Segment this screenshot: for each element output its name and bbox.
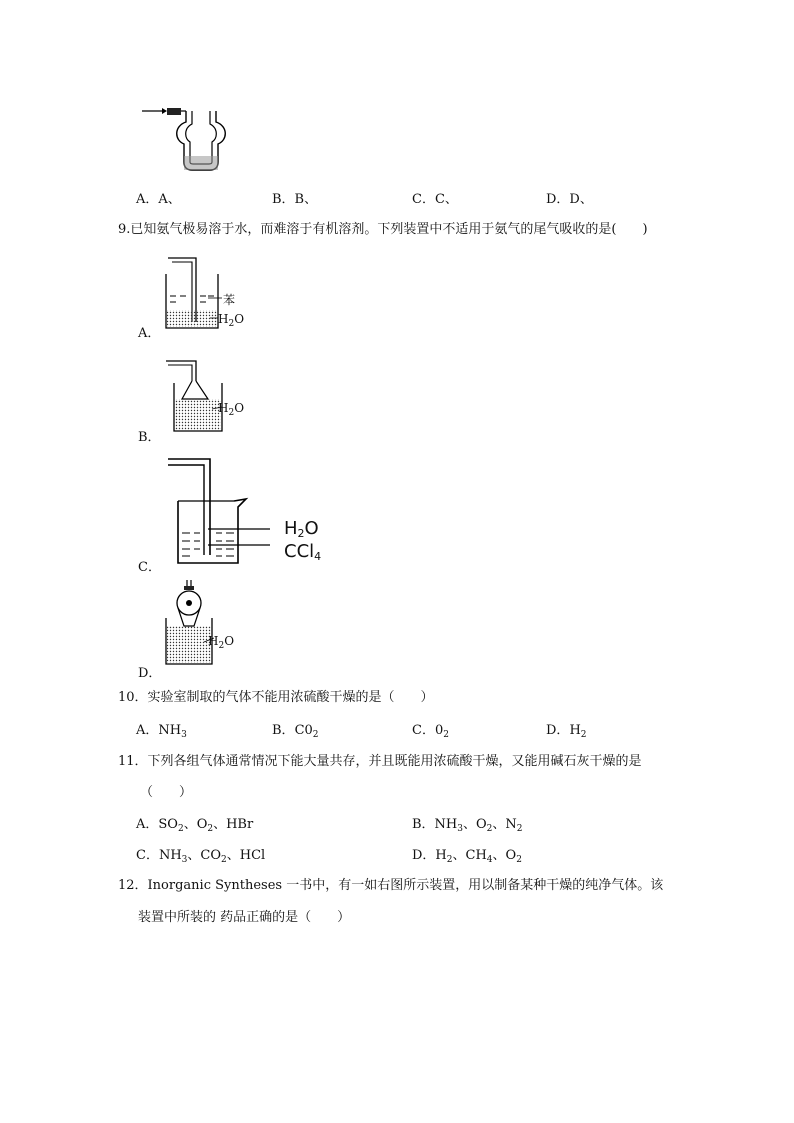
q11-option-d[interactable]: D．$H_2$、$CH_4$、$O_2$ [412, 848, 522, 865]
q9-option-d[interactable]: D． [138, 666, 162, 681]
q9-stem: 9.已知氨气极易溶于水，而难溶于有机溶剂。下列装置中不适用于氨气的尾气吸收的是( ) [118, 222, 648, 237]
fig-c-water-label: $H_2O$ [284, 518, 319, 540]
q8-option-c[interactable]: C．C、 [412, 192, 458, 207]
q12-stem-line2: 装置中所装的 药品正确的是（ ） [138, 910, 351, 925]
q11-option-a[interactable]: A．$SO_2$、$O_2$、HBr [136, 817, 254, 834]
q10-option-b[interactable]: B．$C0_2$ [272, 723, 319, 740]
q11-option-b[interactable]: B．$NH_3$、$O_2$、$N_2$ [412, 817, 523, 834]
fig-a-benzene-label: 苯 [223, 293, 236, 307]
q11-option-c[interactable]: C．$NH_3$、$CO_2$、HCl [136, 848, 266, 865]
q10-stem: 10．实验室制取的气体不能用浓硫酸干燥的是（ ） [118, 690, 434, 705]
q10-option-a[interactable]: A．$NH_3$ [136, 723, 187, 740]
q9-figure-c-beaker-ccl4 [160, 455, 280, 570]
fig-a-water-label: $H_2O$ [218, 312, 245, 329]
q9-option-a[interactable]: A． [138, 326, 161, 341]
q11-stem-line2: （ ） [140, 785, 193, 800]
fig-c-ccl4-label: CCl$_4$ [284, 541, 322, 563]
fig-b-water-label: $H_2O$ [218, 401, 245, 418]
q10-option-c[interactable]: C．$0_2$ [412, 723, 449, 740]
q8-option-b[interactable]: B．B、 [272, 192, 318, 207]
q8-option-d[interactable]: D．D、 [546, 192, 593, 207]
q9-figure-a-beaker-benzene [160, 248, 260, 333]
q12-stem-line1: 12．Inorganic Syntheses 一书中，有一如右图所示装置，用以制备某种干燥的纯净气体。该 [118, 878, 664, 893]
q9-option-c[interactable]: C． [138, 560, 161, 575]
q11-stem-line1: 11．下列各组气体通常情况下能大量共存，并且既能用浓硫酸干燥，又能用碱石灰干燥的是 [118, 754, 642, 769]
q9-figure-d-bulb-funnel [160, 578, 260, 670]
q10-option-d[interactable]: D．$H_2$ [546, 723, 587, 740]
u-tube-drying-figure [140, 100, 250, 175]
q9-figure-b-inverted-funnel [160, 355, 260, 440]
q9-option-b[interactable]: B． [138, 430, 161, 445]
fig-d-water-label: $H_2O$ [208, 634, 235, 651]
q8-option-a[interactable]: A．A、 [136, 192, 181, 207]
